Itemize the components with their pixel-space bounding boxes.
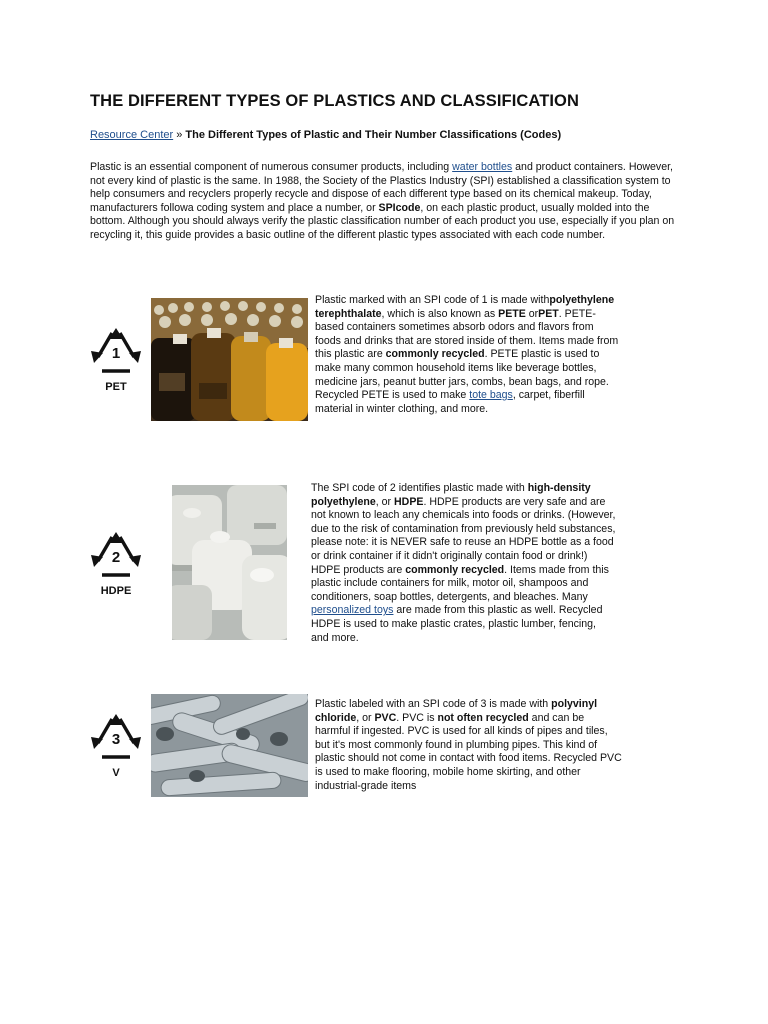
- hdpe-text-2: , or: [375, 495, 395, 508]
- pet-bold-3: PET: [538, 307, 559, 320]
- hdpe-bold-2: HDPE: [394, 495, 424, 508]
- intro-bold-spicode: SPIcode: [378, 201, 421, 214]
- pvc-bold-3: not often recycled: [437, 711, 529, 724]
- hdpe-bold-3: commonly recycled: [405, 563, 505, 576]
- pet-bold-4: commonly recycled: [385, 348, 485, 361]
- recycle-symbol-2-icon: [86, 530, 146, 610]
- hdpe-bold-1: high-density polyethylene: [311, 482, 591, 508]
- pet-text-5: . PETE plastic is used to make many common household items like beverage bottles, medicine jars, peanut butter jars, combs, bean bags, and rope. Recycled PETE is used to make: [315, 348, 609, 402]
- breadcrumb-current: The Different Types of Plastic and Their Number Classifications (Codes): [185, 129, 562, 141]
- pet-bold-2: PETE: [498, 307, 526, 320]
- breadcrumb-separator: »: [176, 129, 183, 141]
- intro-text-3: , on each plastic product, usually molded into the bottom. Although you should always verify the plastic classification number of each product you use, especially if you plan on recycling it, this guide provides a basic outline of the different plastic types associated with each code number.: [90, 201, 675, 241]
- pet-text-3: or: [525, 307, 539, 320]
- recycle-abbr-v: V: [112, 767, 120, 779]
- recycle-abbr-hdpe: HDPE: [100, 585, 132, 597]
- hdpe-text-5: are made from this plastic as well. Recycled HDPE is used to make plastic crates, plastic lumber, fencing, and more.: [311, 604, 603, 644]
- intro-text-1: Plastic is an essential component of numerous consumer products, including: [90, 161, 453, 173]
- pet-text-4: . PETE-based containers sometimes absorb odors and flavors from foods and drinks that are stored inside of them. Items made from this plastic are: [315, 307, 619, 361]
- pvc-text-2: , or: [356, 711, 375, 724]
- recycle-code-3: 3: [111, 731, 121, 748]
- recycle-abbr-pet: PET: [105, 381, 127, 393]
- breadcrumb-link-resource-center[interactable]: Resource Center: [90, 129, 174, 141]
- recycle-code-1: 1: [111, 345, 121, 362]
- recycle-symbol-3-icon: [86, 712, 146, 792]
- personalized-toys-link[interactable]: personalized toys: [311, 604, 394, 617]
- breadcrumb: [90, 129, 561, 141]
- hdpe-text-4: . Items made from this plastic include containers for milk, motor oil, shampoos and conditioners, soap bottles, detergents, and bleaches. Many: [311, 563, 609, 603]
- plastic-bottles-photo: [151, 298, 308, 421]
- pet-text-6: , carpet, fiberfill material in winter clothing, and more.: [315, 389, 585, 415]
- pvc-description: [315, 698, 622, 793]
- tote-bags-link[interactable]: tote bags: [469, 389, 513, 402]
- page-title: THE DIFFERENT TYPES OF PLASTICS AND CLASSIFICATION: [90, 92, 580, 110]
- pvc-bold-2: PVC: [374, 711, 397, 724]
- recycle-code-2: 2: [111, 549, 121, 566]
- pet-description: [315, 294, 622, 416]
- intro-paragraph: [90, 161, 685, 243]
- hdpe-text-3: . HDPE products are very safe and are not known to leach any chemicals into foods or drinks. (However, due to the risk of contamination from previously held substances, please note: it is NEVER safe to reuse an HDPE bottle as a food or drink container if it didn't originally contain food or drink!) HDPE products are: [311, 495, 616, 576]
- hdpe-text-1: The SPI code of 2 identifies plastic made with: [311, 482, 528, 494]
- pvc-text-4: and can be harmful if ingested. PVC is used for all kinds of pipes and tiles, but it's most commonly found in plumbing pipes. This kind of plastic should not come in contact with food items. Recycled PVC is used to make flooring, mobile home skirting, and other industrial-grade items: [315, 711, 622, 792]
- pet-text-2: , which is also known as: [381, 307, 499, 320]
- pvc-bold-1: polyvinyl chloride: [315, 698, 598, 724]
- pvc-text-1: Plastic labeled with an SPI code of 3 is made with: [315, 698, 552, 710]
- plastic-jugs-photo: [172, 485, 287, 640]
- pet-bold-1: polyethylene terephthalate: [315, 294, 615, 320]
- pvc-text-3: . PVC is: [396, 711, 438, 724]
- hdpe-description: [311, 482, 616, 645]
- pet-text-1: Plastic marked with an SPI code of 1 is made with: [315, 294, 550, 306]
- water-bottles-link[interactable]: water bottles: [452, 161, 513, 173]
- recycle-symbol-1-icon: [86, 326, 146, 406]
- pvc-pipes-photo: [151, 694, 308, 797]
- intro-text-2: and product containers. However, not every kind of plastic is the same. In 1988, the Society of the Plastics Industry (SPI) established a classification system to help consumers and recyclers properly recycle and dispose of each different type based on its chemical makeup. Today, manufacturers followa coding system and place a number, or: [90, 161, 673, 214]
